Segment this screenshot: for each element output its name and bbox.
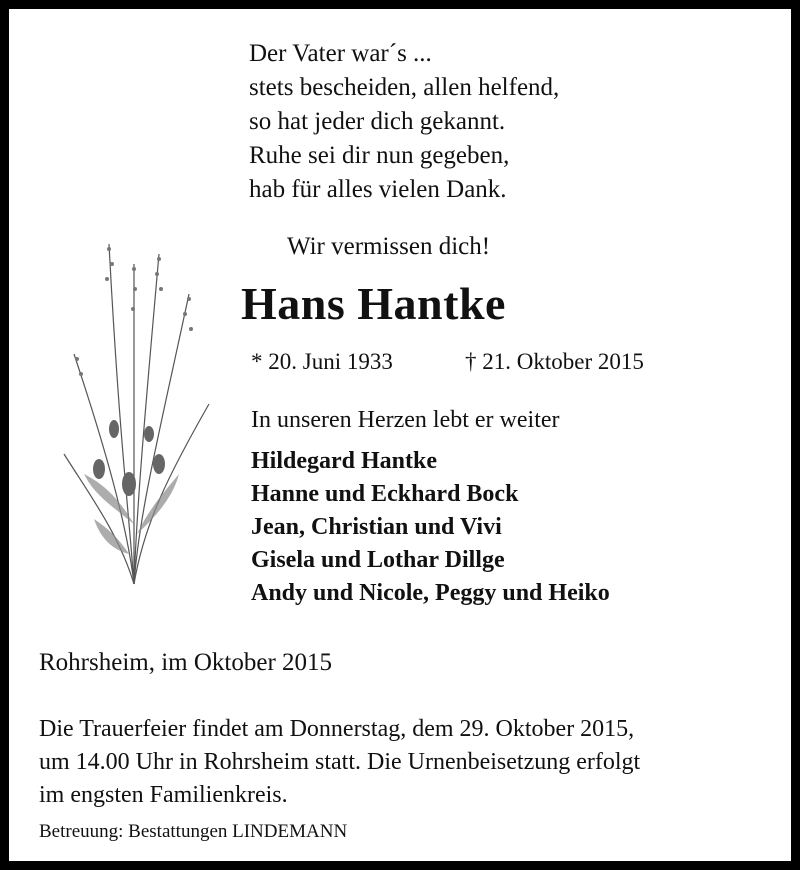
poem-line: so hat jeder dich gekannt. xyxy=(249,108,506,135)
family-member: Hanne und Eckhard Bock xyxy=(251,481,519,507)
family-member: Hildegard Hantke xyxy=(251,448,438,474)
place-date: Rohrsheim, im Oktober 2015 xyxy=(39,649,333,676)
deceased-name: Hans Hantke xyxy=(241,278,506,329)
poem xyxy=(249,37,559,207)
poem-line: hab für alles vielen Dank. xyxy=(249,176,507,203)
service-line: Die Trauerfeier findet am Donnerstag, dem 29. Oktober 2015, xyxy=(39,716,635,742)
poem-line: Der Vater war´s ... xyxy=(249,40,432,67)
family-member: Jean, Christian und Vivi xyxy=(251,514,502,540)
flower-illustration xyxy=(49,234,219,594)
service-info xyxy=(39,713,640,812)
family-list xyxy=(251,445,610,610)
funeral-home: Betreuung: Bestattungen LINDEMANN xyxy=(39,821,348,842)
family-member: Gisela und Lothar Dillge xyxy=(251,547,505,573)
poem-line: Ruhe sei dir nun gegeben, xyxy=(249,142,510,169)
heart-text: In unseren Herzen lebt er weiter xyxy=(251,407,560,433)
family-member: Andy und Nicole, Peggy und Heiko xyxy=(251,580,610,606)
birth-date: * 20. Juni 1933 xyxy=(251,349,393,374)
service-line: um 14.00 Uhr in Rohrsheim statt. Die Urnenbeisetzung erfolgt xyxy=(39,749,641,775)
miss-text: Wir vermissen dich! xyxy=(287,233,491,260)
service-line: im engsten Familienkreis. xyxy=(39,782,288,808)
death-date: † 21. Oktober 2015 xyxy=(465,349,644,374)
poem-line: stets bescheiden, allen helfend, xyxy=(249,74,560,101)
